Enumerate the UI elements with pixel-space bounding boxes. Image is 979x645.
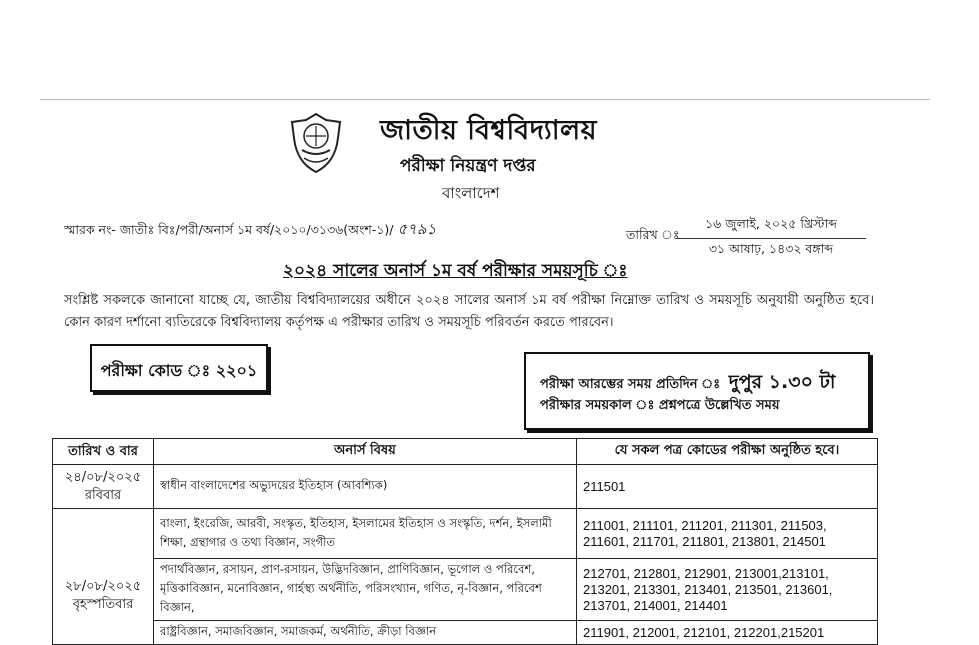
- row-date: ২৮/০৮/২০২৫: [64, 578, 142, 594]
- row-subject: বাংলা, ইংরেজি, আরবী, সংস্কৃত, ইতিহাস, ইসলামের ইতিহাস ও সংস্কৃতি, দর্শন, ইসলামী শিক্ষা, গ্রন্থাগার ও তথ্য বিজ্ঞান, সংগীত: [154, 509, 577, 559]
- row-subject: পদার্থবিজ্ঞান, রসায়ন, প্রাণ-রসায়ন, উদ্ভিদবিজ্ঞান, প্রাণিবিজ্ঞান, ভূগোল ও পরিবেশ, মৃত্তিকাবিজ্ঞান, মনোবিজ্ঞান, গার্হস্থ্য অর্থনীতি, পরিসংখ্যান, গণিত, নৃ-বিজ্ঞান, পরিবেশ বিজ্ঞান,: [154, 559, 577, 621]
- row-codes: 211901, 212001, 212101, 212201,215201: [577, 621, 878, 645]
- table-row: [53, 509, 878, 559]
- row-codes: 211501: [577, 465, 878, 509]
- start-time-value: দুপুর ১.৩০ টা: [728, 371, 836, 393]
- memo-ref-text: স্মারক নং- জাতীঃ বিঃ/পরী/অনার্স ১ম বর্ষ/২০১০/৩১৩৬(অংশ-১)/: [64, 222, 394, 237]
- memo-reference: [64, 218, 436, 243]
- schedule-table: [52, 438, 878, 645]
- row-date: ২৪/০৮/২০২৫: [64, 469, 142, 485]
- row-date-cell: [53, 509, 154, 645]
- date-block: [676, 216, 866, 261]
- header-date: তারিখ ও বার: [53, 439, 154, 465]
- top-rule: [40, 99, 930, 100]
- row-day: রবিবার: [84, 487, 122, 503]
- row-day: বৃহস্পতিবার: [72, 596, 134, 612]
- header-codes: যে সকল পত্র কোডের পরীক্ষা অনুষ্ঠিত হবে।: [577, 439, 878, 465]
- table-row: [53, 465, 878, 509]
- date-label: তারিখ ঃ: [626, 227, 680, 242]
- row-codes: 212701, 212801, 212901, 213001,213101, 213201, 213301, 213401, 213501, 213601, 213701, 214001, 214401: [577, 559, 878, 621]
- date-gregorian: ১৬ জুলাই, ২০২৫ খ্রিস্টাব্দ: [676, 216, 866, 239]
- start-time-label: পরীক্ষা আরম্ভের সময় প্রতিদিন ঃ: [540, 377, 721, 392]
- exam-code-box: [90, 344, 268, 392]
- table-row: [53, 621, 878, 645]
- exam-timing-box: [524, 352, 870, 430]
- table-row: [53, 559, 878, 621]
- university-name: জাতীয় বিশ্ববিদ্যালয়: [380, 115, 598, 146]
- university-seal-logo: [288, 112, 344, 174]
- country-name: বাংলাদেশ: [442, 184, 500, 202]
- row-codes: 211001, 211101, 211201, 211301, 211503, 211601, 211701, 211801, 213801, 214501: [577, 509, 878, 559]
- memo-ref-handwritten: ৫৭৯১: [397, 220, 437, 238]
- row-subject: রাষ্ট্রবিজ্ঞান, সমাজবিজ্ঞান, সমাজকর্ম, অর্থনীতি, ক্রীড়া বিজ্ঞান: [154, 621, 577, 645]
- row-date-cell: [53, 465, 154, 509]
- office-name: পরীক্ষা নিয়ন্ত্রণ দপ্তর: [400, 156, 536, 176]
- schedule-title: ২০২৪ সালের অনার্স ১ম বর্ষ পরীক্ষার সময়সূচি ঃ: [283, 261, 628, 281]
- exam-code: পরীক্ষা কোড ঃ ২২০১: [100, 361, 258, 380]
- row-subject: স্বাধীন বাংলাদেশের অভ্যুদয়ের ইতিহাস (আবশ্যিক): [154, 465, 577, 509]
- date-bengali: ৩১ আষাঢ়, ১৪৩২ বঙ্গাব্দ: [708, 241, 834, 256]
- duration-row: পরীক্ষার সময়কাল ঃ প্রশ্নপত্রে উল্লেখিত সময়: [540, 398, 780, 413]
- table-header-row: [53, 439, 878, 465]
- header-subject: অনার্স বিষয়: [154, 439, 577, 465]
- intro-paragraph: সংশ্লিষ্ট সকলকে জানানো যাচ্ছে যে, জাতীয় বিশ্ববিদ্যালয়ের অধীনে ২০২৪ সালের অনার্স ১ম বর্ষ পরীক্ষা নিম্নোক্ত তারিখ ও সময়সূচি অনুযায়ী অনুষ্ঠিত হবে। কোন কারণ দর্শানো ব্যতিরেকে বিশ্ববিদ্যালয় কর্তৃপক্ষ এ পরীক্ষার তারিখ ও সময়সূচি পরিবর্তন করতে পারবেন।: [64, 293, 874, 330]
